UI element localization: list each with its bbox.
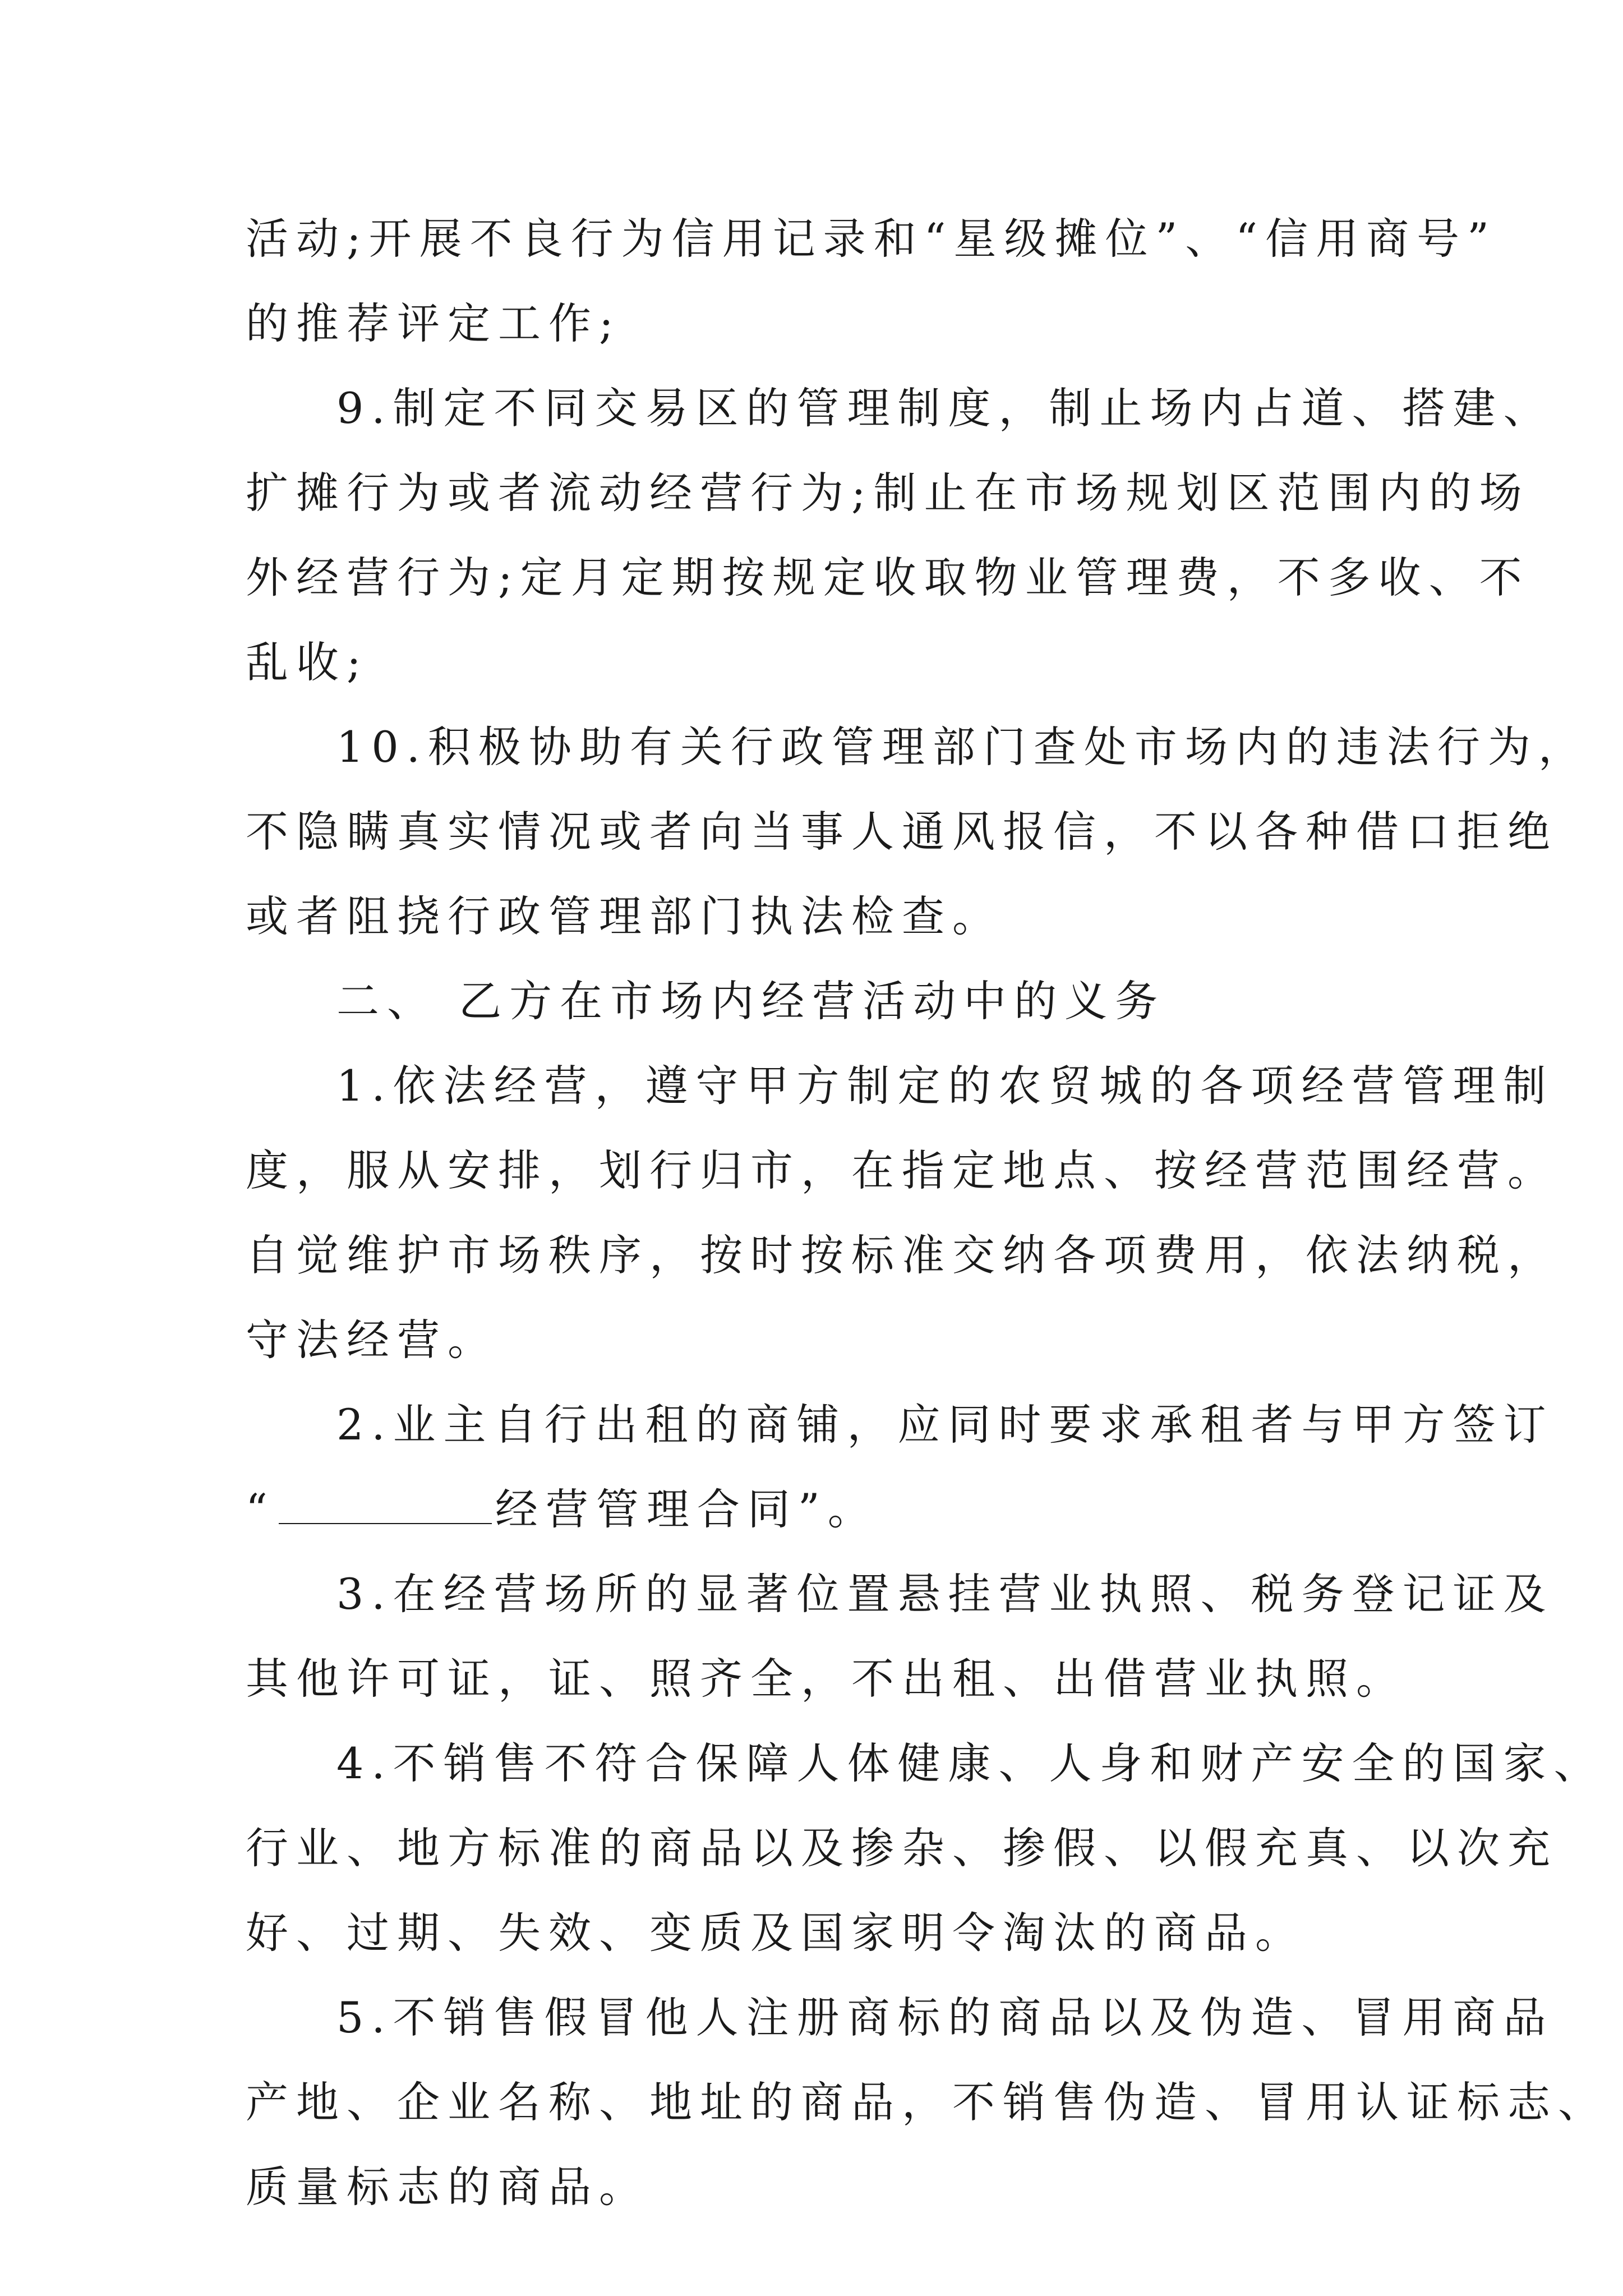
contract-name-line <box>246 1467 1412 1552</box>
contract-title: 经营管理合同”。 <box>495 1484 878 1534</box>
paragraph-line: 扩摊行为或者流动经营行为;制止在市场规划区范围内的场 <box>246 468 1530 518</box>
paragraph-line: 的推荐评定工作; <box>246 298 621 348</box>
clause-1-line: 1.依法经营，遵守甲方制定的农贸城的各项经营管理制 <box>336 1061 1554 1111</box>
paragraph-line: 度，服从安排，划行归市，在指定地点、按经营范围经营。 <box>246 1145 1558 1195</box>
paragraph-line: 自觉维护市场秩序，按时按标准交纳各项费用，依法纳税， <box>246 1230 1558 1280</box>
paragraph-line: 好、过期、失效、变质及国家明令淘汰的商品。 <box>246 1908 1306 1958</box>
paragraph-line: 乱收; <box>246 637 369 687</box>
paragraph-line: 质量标志的商品。 <box>246 2162 649 2212</box>
clause-2-line: 2.业主自行出租的商铺，应同时要求承租者与甲方签订 <box>336 1400 1554 1450</box>
paragraph-line: 守法经营。 <box>246 1315 498 1365</box>
paragraph-line: 外经营行为;定月定期按规定收取物业管理费，不多收、不 <box>246 553 1530 602</box>
clause-3-line: 3.在经营场所的显著位置悬挂营业执照、税务登记证及 <box>336 1569 1554 1619</box>
paragraph-line: 其他许可证，证、照齐全，不出租、出借营业执照。 <box>246 1654 1407 1704</box>
paragraph-line: 行业、地方标准的商品以及掺杂、掺假、以假充真、以次充 <box>246 1823 1558 1873</box>
clause-10-line: 10.积极协助有关行政管理部门查处市场内的违法行为， <box>336 722 1589 772</box>
section-heading: 二、 乙方在市场内经营活动中的义务 <box>336 976 1166 1026</box>
clause-4-line: 4.不销售不符合保障人体健康、人身和财产安全的国家、 <box>336 1738 1604 1788</box>
clause-9-line: 9.制定不同交易区的管理制度，制止场内占道、搭建、 <box>336 383 1554 433</box>
paragraph-line: 不隐瞒真实情况或者向当事人通风报信，不以各种借口拒绝 <box>246 807 1558 857</box>
clause-5-line: 5.不销售假冒他人注册商标的商品以及伪造、冒用商品 <box>336 1993 1554 2042</box>
blank-field <box>279 1478 492 1524</box>
paragraph-line: 或者阻挠行政管理部门执法检查。 <box>246 891 1003 941</box>
document-body <box>246 196 1608 2229</box>
open-quote: “ <box>246 1484 275 1534</box>
paragraph-line: 活动;开展不良行为信用记录和“星级摊位”、“信用商号” <box>246 214 1497 264</box>
paragraph-line: 产地、企业名称、地址的商品，不销售伪造、冒用认证标志、 <box>246 2077 1608 2127</box>
